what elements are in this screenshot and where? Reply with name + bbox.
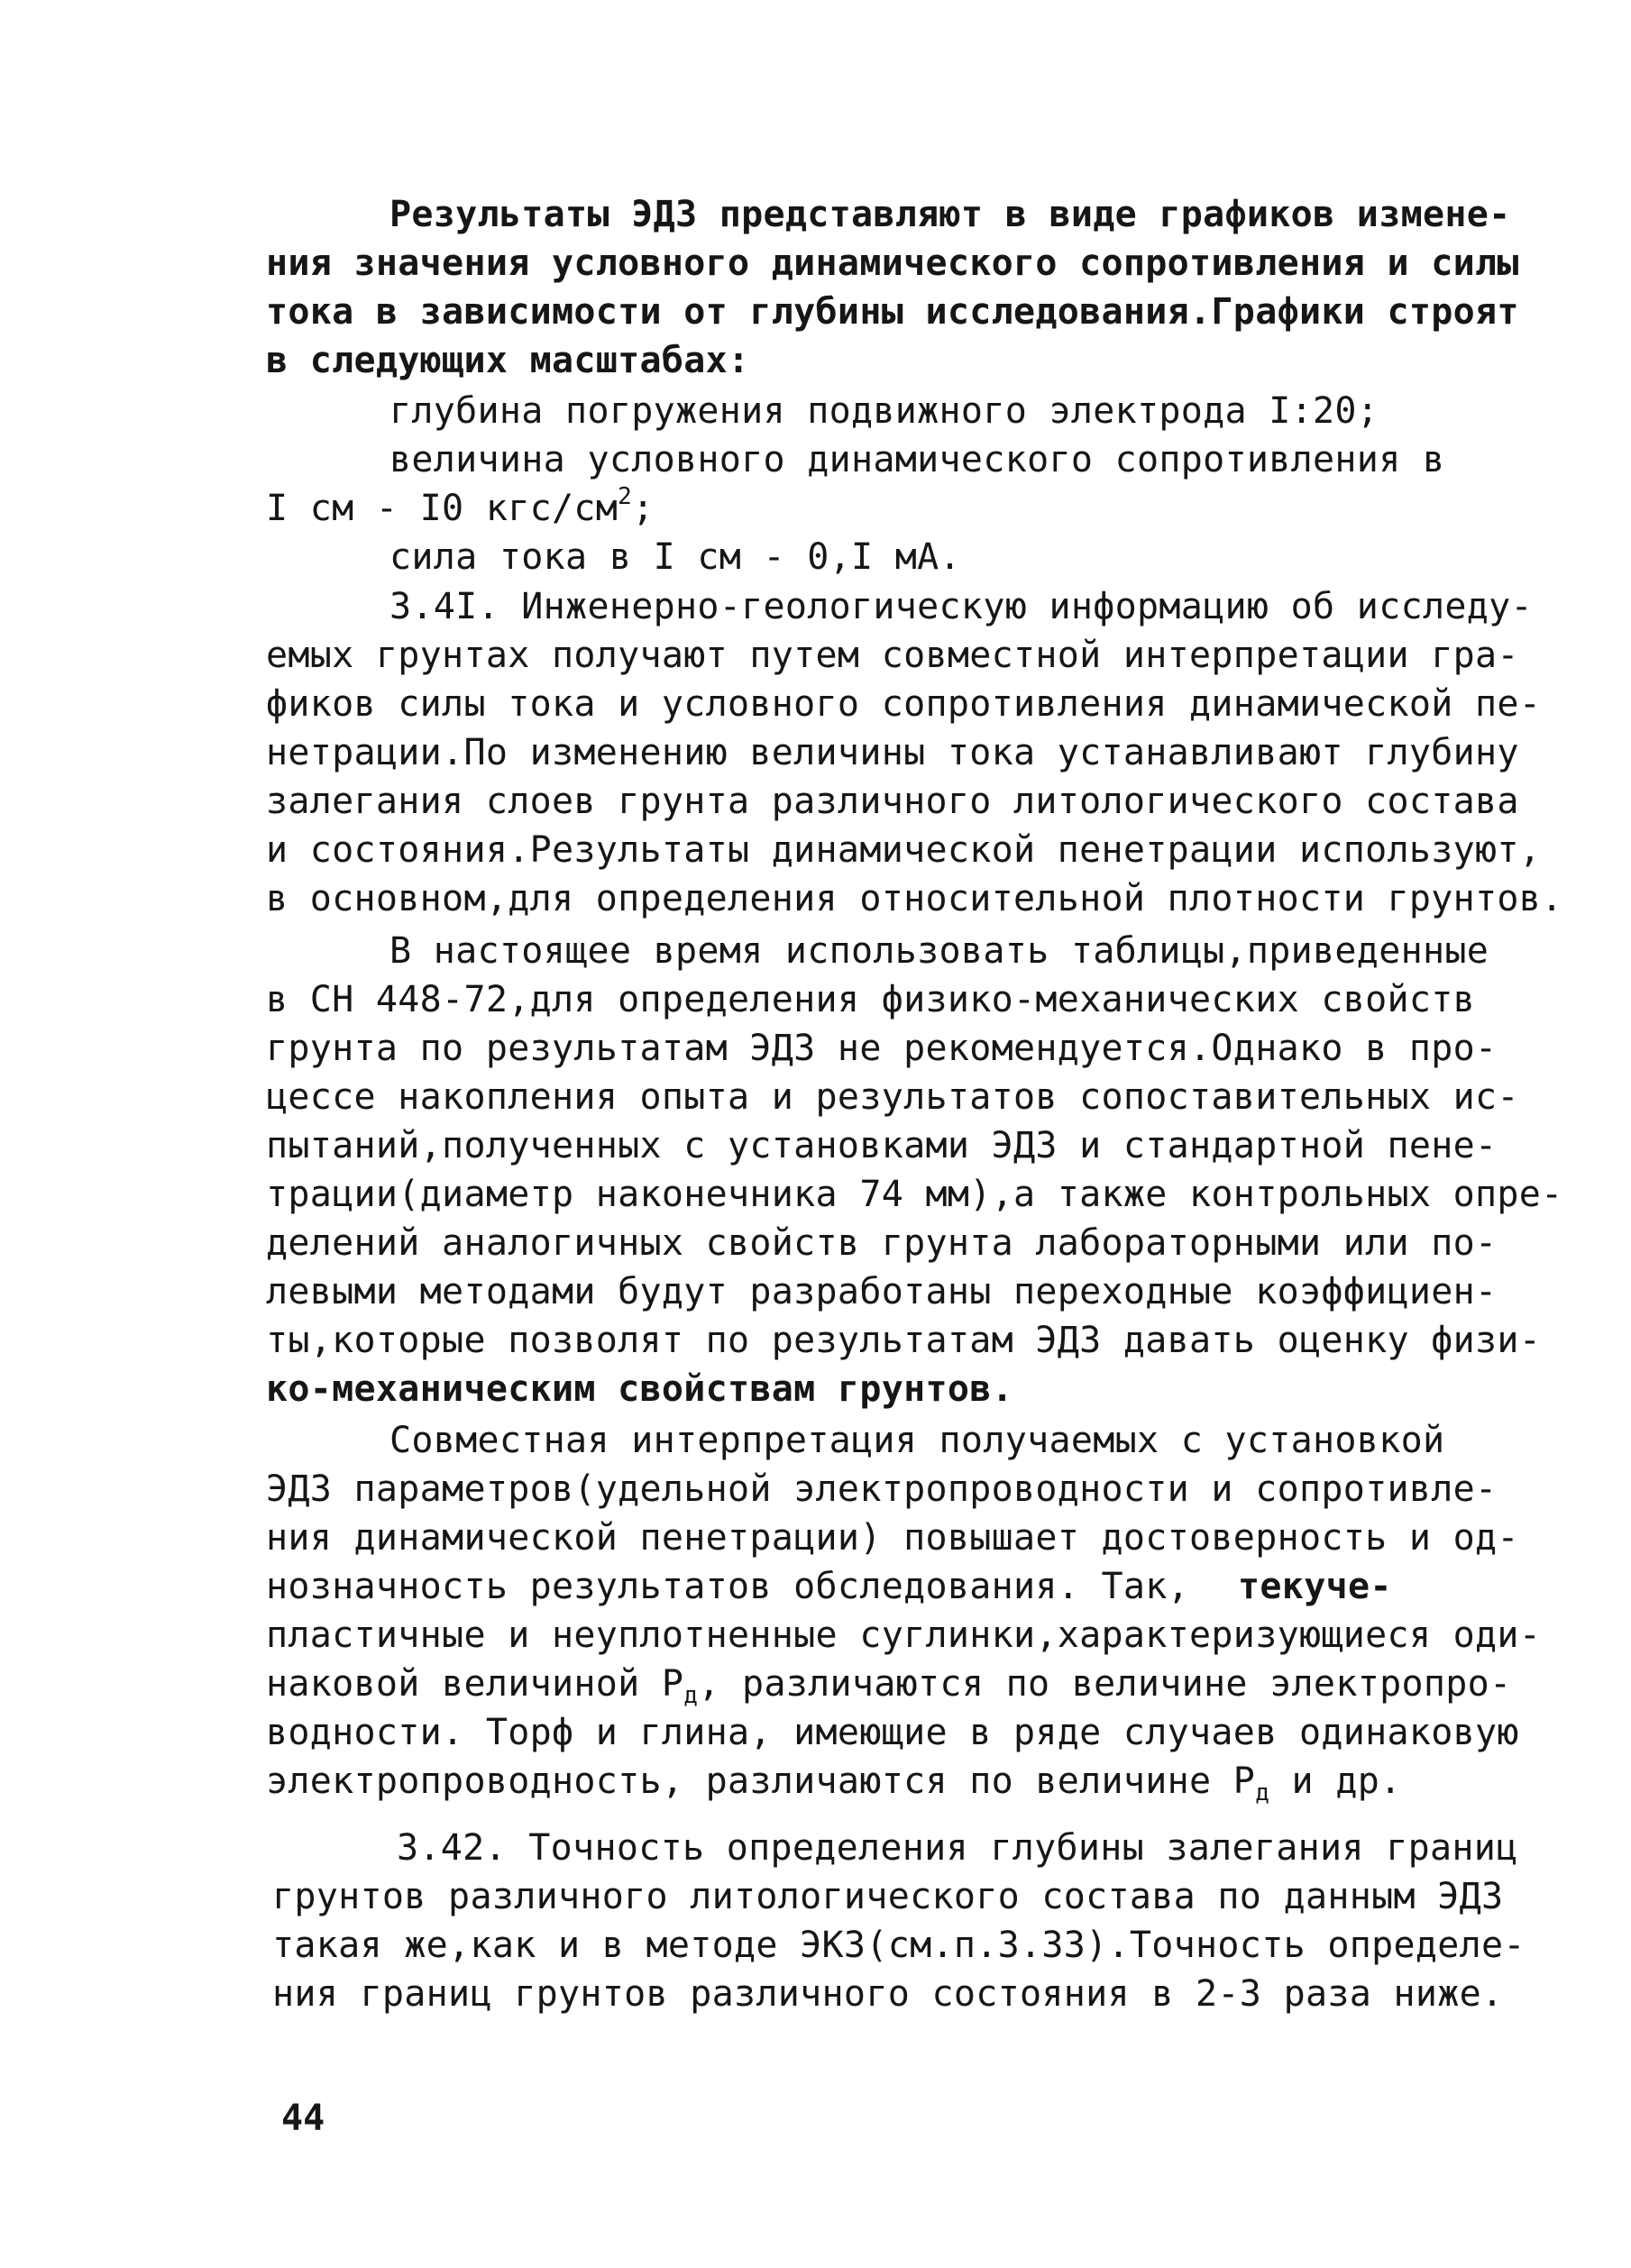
text-line: глубина погружения подвижного электрода I:20; bbox=[389, 390, 1379, 432]
text-line: сила тока в I см - 0,I мА. bbox=[389, 536, 961, 578]
subscript: д bbox=[683, 1682, 699, 1709]
text-fragment: текуче- bbox=[1238, 1566, 1392, 1607]
text-line: Результаты ЭДЗ представляют в виде графиков измене- bbox=[389, 194, 1511, 235]
text-fragment: нозначность результатов обследования. Так, bbox=[266, 1566, 1190, 1607]
text-line: емых грунтах получают путем совместной интерпретации гра- bbox=[266, 635, 1519, 676]
text-line: грунтов различного литологического состава по данным ЭДЗ bbox=[272, 1876, 1504, 1917]
text-line: ния границ грунтов различного состояния в 2-3 раза ниже. bbox=[272, 1973, 1504, 2015]
text-line: делений аналогичных свойств грунта лабораторными или по- bbox=[266, 1222, 1498, 1264]
text-fragment: наковой величиной Р bbox=[266, 1663, 684, 1705]
text-line: цессе накопления опыта и результатов сопоставительных ис- bbox=[266, 1076, 1519, 1118]
text-line: нетрации.По изменению величины тока устанавливают глубину bbox=[266, 732, 1519, 773]
text-fragment: и др. bbox=[1269, 1760, 1402, 1802]
page-number: 44 bbox=[281, 2098, 325, 2139]
superscript: 2 bbox=[618, 483, 633, 510]
subscript: д bbox=[1255, 1779, 1270, 1806]
text-line: фиков силы тока и условного сопротивления динамической пе- bbox=[266, 683, 1542, 725]
text-line: залегания слоев грунта различного литологического состава bbox=[266, 781, 1519, 822]
text-line: ты,которые позволят по результатам ЭДЗ давать оценку физи- bbox=[266, 1320, 1542, 1361]
text-line: величина условного динамического сопротивления в bbox=[389, 439, 1445, 480]
text-fragment: электропроводность, различаются по величине Р bbox=[266, 1760, 1256, 1802]
text-line: и состояния.Результаты динамической пенетрации используют, bbox=[266, 829, 1542, 871]
text-line bbox=[266, 1760, 1402, 1806]
text-line: водности. Торф и глина, имеющие в ряде случаев одинаковую bbox=[266, 1712, 1519, 1753]
text-line: ЭДЗ параметров(удельной электропроводности и сопротивле- bbox=[266, 1468, 1498, 1510]
text-fragment: ; bbox=[632, 488, 655, 529]
text-line: ния динамической пенетрации) повышает достоверность и од- bbox=[266, 1517, 1519, 1559]
text-line: В настоящее время использовать таблицы,приведенные bbox=[389, 930, 1489, 972]
text-line: пытаний,полученных с установками ЭДЗ и стандартной пене- bbox=[266, 1125, 1498, 1166]
text-line: такая же,как и в методе ЭКЗ(см.п.3.33).Точность определе- bbox=[272, 1925, 1526, 1966]
text-line: 3.4I. Инженерно-геологическую информацию об исследу- bbox=[389, 586, 1533, 627]
text-line: ко-механическим свойствам грунтов. bbox=[266, 1368, 1013, 1410]
text-line: в основном,для определения относительной плотности грунтов. bbox=[266, 878, 1563, 919]
text-fragment: I см - I0 кгс/см bbox=[266, 488, 618, 529]
text-line: ния значения условного динамического сопротивления и силы bbox=[266, 242, 1519, 284]
text-line: грунта по результатам ЭДЗ не рекомендуется.Однако в про- bbox=[266, 1028, 1498, 1069]
text-line bbox=[266, 483, 655, 529]
text-line: пластичные и неуплотненные суглинки,характеризующиеся оди- bbox=[266, 1614, 1542, 1656]
text-line: тока в зависимости от глубины исследования.Графики строят bbox=[266, 291, 1519, 333]
text-fragment: , различаются по величине электропро- bbox=[698, 1663, 1512, 1705]
text-line bbox=[266, 1663, 1512, 1709]
text-line: 3.42. Точность определения глубины залегания границ bbox=[397, 1827, 1518, 1869]
text-line: трации(диаметр наконечника 74 мм),а также контрольных опре- bbox=[266, 1174, 1563, 1215]
text-line: в следующих масштабах: bbox=[266, 340, 750, 381]
text-line bbox=[266, 1568, 1392, 1605]
text-line: Совместная интерпретация получаемых с установкой bbox=[389, 1420, 1445, 1461]
text-line: в СН 448-72,для определения физико-механических свойств bbox=[266, 979, 1476, 1020]
text-line: левыми методами будут разработаны переходные коэффициен- bbox=[266, 1271, 1498, 1312]
